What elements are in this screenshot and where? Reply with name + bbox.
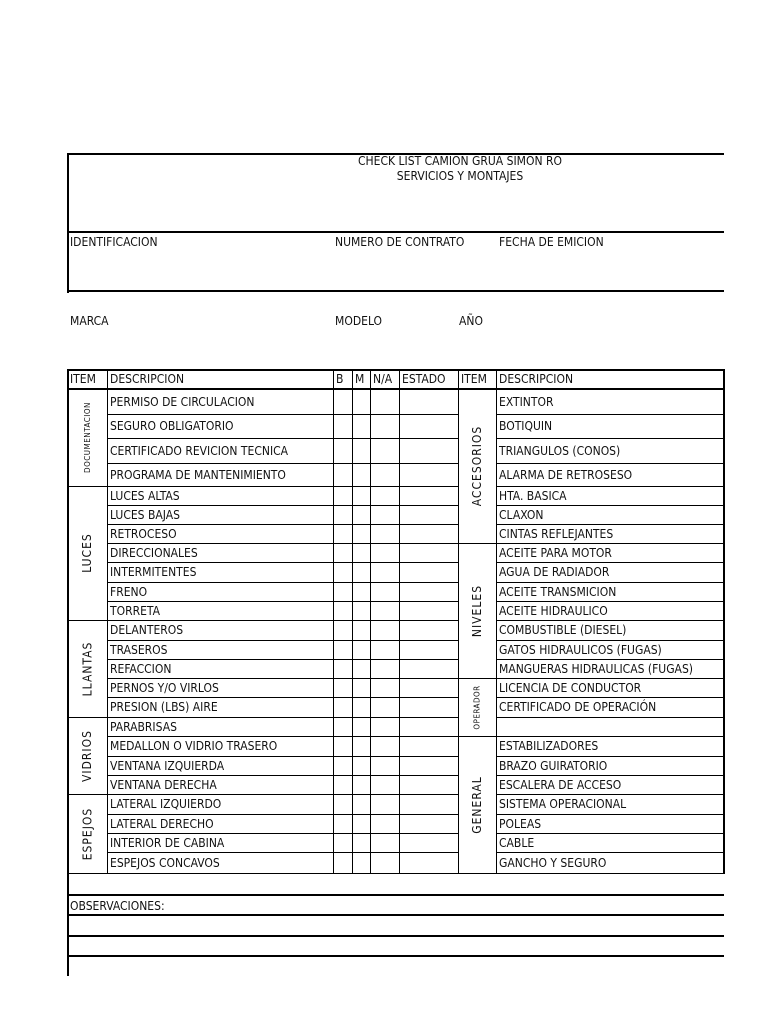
table-bottom-rule bbox=[67, 873, 724, 874]
label-modelo: MODELO bbox=[335, 314, 383, 328]
list-item: ESPEJOS CONCAVOS bbox=[110, 856, 220, 870]
left-row-rule bbox=[107, 505, 458, 506]
list-item: PARABRISAS bbox=[110, 720, 177, 734]
list-item: SISTEMA OPERACIONAL bbox=[499, 797, 627, 811]
label-identificacion: IDENTIFICACION bbox=[70, 235, 158, 249]
list-item: MANGUERAS HIDRAULICAS (FUGAS) bbox=[499, 662, 694, 676]
col-header-m: M bbox=[355, 372, 365, 386]
table-col-rule-b bbox=[333, 369, 334, 874]
list-item: PRESION (LBS) AIRE bbox=[110, 700, 218, 714]
table-col-rule-na bbox=[370, 369, 371, 874]
list-item: BOTIQUIN bbox=[499, 419, 553, 433]
observaciones-rule bbox=[67, 935, 724, 937]
list-item: LUCES ALTAS bbox=[110, 489, 180, 503]
list-item: PERNOS Y/O VIRLOS bbox=[110, 681, 219, 695]
table-col-rule-m bbox=[352, 369, 353, 874]
list-item: PERMISO DE CIRCULACION bbox=[110, 395, 255, 409]
table-col-rule-desc2 bbox=[496, 369, 497, 874]
left-row-rule bbox=[67, 717, 458, 718]
list-item: LUCES BAJAS bbox=[110, 508, 180, 522]
right-row-rule bbox=[496, 852, 724, 853]
group-cell-left bbox=[67, 717, 107, 794]
list-item: GANCHO Y SEGURO bbox=[499, 856, 607, 870]
list-item: CLAXON bbox=[499, 508, 544, 522]
label-marca: MARCA bbox=[70, 314, 109, 328]
list-item: TRASEROS bbox=[110, 643, 168, 657]
right-row-rule bbox=[496, 486, 724, 487]
right-row-rule bbox=[496, 659, 724, 660]
group-label: OPERADOR bbox=[472, 684, 482, 730]
group-label: VIDRIOS bbox=[80, 729, 95, 782]
left-row-rule bbox=[107, 524, 458, 525]
col-header-item: ITEM bbox=[70, 372, 96, 386]
left-row-rule bbox=[107, 697, 458, 698]
group-label: GENERAL bbox=[470, 775, 484, 834]
list-item: LICENCIA DE CONDUCTOR bbox=[499, 681, 642, 695]
right-row-rule bbox=[496, 697, 724, 698]
left-row-rule bbox=[107, 582, 458, 583]
right-row-rule bbox=[496, 505, 724, 506]
group-label: LUCES bbox=[79, 533, 94, 573]
left-row-rule bbox=[107, 852, 458, 853]
right-row-rule bbox=[496, 794, 724, 795]
list-item: CINTAS REFLEJANTES bbox=[499, 527, 614, 541]
left-row-rule bbox=[107, 463, 458, 464]
list-item: VENTANA DERECHA bbox=[110, 778, 217, 792]
left-row-rule bbox=[67, 486, 458, 487]
list-item: CERTIFICADO DE OPERACIÓN bbox=[499, 700, 657, 714]
left-row-rule bbox=[107, 640, 458, 641]
table-col-rule-desc bbox=[107, 369, 108, 874]
list-item: LATERAL DERECHO bbox=[110, 817, 214, 831]
list-item: ESTABILIZADORES bbox=[499, 739, 599, 753]
group-cell-right bbox=[458, 389, 496, 543]
col-header-estado: ESTADO bbox=[402, 372, 446, 386]
header-bottom-rule bbox=[67, 290, 724, 292]
right-row-rule bbox=[458, 678, 724, 679]
label-anio: AÑO bbox=[459, 314, 483, 328]
list-item: VENTANA IZQUIERDA bbox=[110, 759, 225, 773]
list-item: SEGURO OBLIGATORIO bbox=[110, 419, 234, 433]
list-item: INTERIOR DE CABINA bbox=[110, 836, 225, 850]
list-item: HTA. BASICA bbox=[499, 489, 567, 503]
label-fecha-emicion: FECHA DE EMICION bbox=[499, 235, 604, 249]
header-mid-rule bbox=[67, 231, 724, 233]
right-row-rule bbox=[496, 582, 724, 583]
group-label: LLANTAS bbox=[80, 641, 94, 696]
group-label: ACCESORIOS bbox=[470, 425, 484, 507]
observaciones-rule bbox=[67, 914, 724, 916]
list-item: DIRECCIONALES bbox=[110, 546, 198, 560]
left-row-rule bbox=[67, 620, 458, 621]
right-row-rule bbox=[458, 543, 724, 544]
col-header-descripcion-right: DESCRIPCION bbox=[499, 372, 574, 386]
list-item: MEDALLON O VIDRIO TRASERO bbox=[110, 739, 278, 753]
table-col-rule-estado bbox=[399, 369, 400, 874]
observaciones-rule bbox=[67, 955, 724, 957]
list-item: COMBUSTIBLE (DIESEL) bbox=[499, 623, 627, 637]
group-cell-left bbox=[67, 389, 107, 486]
col-header-item-right: ITEM bbox=[461, 372, 487, 386]
right-row-rule bbox=[496, 463, 724, 464]
right-row-rule bbox=[496, 717, 724, 718]
right-row-rule bbox=[496, 414, 724, 415]
left-row-rule bbox=[107, 543, 458, 544]
group-cell-left bbox=[67, 486, 107, 620]
left-row-rule bbox=[107, 601, 458, 602]
right-row-rule bbox=[496, 601, 724, 602]
right-row-rule bbox=[458, 389, 724, 390]
group-cell-right bbox=[458, 678, 496, 736]
list-item: ACEITE TRANSMICION bbox=[499, 585, 617, 599]
right-row-rule bbox=[496, 640, 724, 641]
list-item: ACEITE PARA MOTOR bbox=[499, 546, 612, 560]
group-cell-left bbox=[67, 620, 107, 717]
col-header-na: N/A bbox=[373, 372, 393, 386]
left-row-rule bbox=[107, 814, 458, 815]
list-item: CERTIFICADO REVICION TECNICA bbox=[110, 444, 289, 458]
list-item: CABLE bbox=[499, 836, 535, 850]
right-row-rule bbox=[496, 438, 724, 439]
left-row-rule bbox=[107, 736, 458, 737]
document-subtitle: SERVICIOS Y MONTAJES bbox=[396, 169, 524, 183]
left-row-rule bbox=[67, 389, 458, 390]
list-item: LATERAL IZQUIERDO bbox=[110, 797, 222, 811]
document-title: CHECK LIST CAMION GRUA SIMON RO bbox=[358, 154, 562, 168]
list-item: FRENO bbox=[110, 585, 148, 599]
observaciones-rule bbox=[67, 894, 724, 896]
list-item: PROGRAMA DE MANTENIMIENTO bbox=[110, 468, 286, 482]
left-row-rule bbox=[107, 659, 458, 660]
left-row-rule bbox=[107, 833, 458, 834]
list-item: TRIANGULOS (CONOS) bbox=[499, 444, 621, 458]
right-row-rule bbox=[496, 524, 724, 525]
label-numero-contrato: NUMERO DE CONTRATO bbox=[335, 235, 465, 249]
col-header-descripcion: DESCRIPCION bbox=[110, 372, 185, 386]
list-item: DELANTEROS bbox=[110, 623, 184, 637]
list-item: TORRETA bbox=[110, 604, 160, 618]
list-item: GATOS HIDRAULICOS (FUGAS) bbox=[499, 643, 662, 657]
group-label: DOCUMENTACION bbox=[82, 402, 92, 473]
left-row-rule bbox=[107, 438, 458, 439]
right-row-rule bbox=[496, 833, 724, 834]
left-row-rule bbox=[107, 562, 458, 563]
left-row-rule bbox=[107, 678, 458, 679]
left-row-rule bbox=[67, 794, 458, 795]
label-observaciones: OBSERVACIONES: bbox=[70, 899, 165, 913]
list-item: RETROCESO bbox=[110, 527, 177, 541]
right-row-rule bbox=[496, 562, 724, 563]
left-row-rule bbox=[107, 756, 458, 757]
list-item: REFACCION bbox=[110, 662, 172, 676]
table-col-rule-right bbox=[723, 369, 725, 874]
header-left-rule bbox=[67, 153, 69, 293]
right-row-rule bbox=[458, 736, 724, 737]
footer-left-rule bbox=[67, 873, 69, 976]
list-item: ESCALERA DE ACCESO bbox=[499, 778, 622, 792]
right-row-rule bbox=[496, 756, 724, 757]
right-row-rule bbox=[496, 814, 724, 815]
group-label: NIVELES bbox=[470, 584, 484, 637]
list-item: AGUA DE RADIADOR bbox=[499, 565, 610, 579]
list-item: EXTINTOR bbox=[499, 395, 554, 409]
right-row-rule bbox=[496, 775, 724, 776]
list-item: INTERMITENTES bbox=[110, 565, 197, 579]
group-label: ESPEJOS bbox=[80, 807, 95, 860]
group-cell-left bbox=[67, 794, 107, 873]
left-row-rule bbox=[107, 775, 458, 776]
col-header-b: B bbox=[336, 372, 344, 386]
group-cell-right bbox=[458, 736, 496, 873]
list-item: ALARMA DE RETROSESO bbox=[499, 468, 633, 482]
left-row-rule bbox=[107, 414, 458, 415]
table-top-rule bbox=[67, 369, 724, 371]
list-item: ACEITE HIDRAULICO bbox=[499, 604, 608, 618]
right-row-rule bbox=[496, 620, 724, 621]
list-item: BRAZO GUIRATORIO bbox=[499, 759, 608, 773]
group-cell-right bbox=[458, 543, 496, 678]
list-item: POLEAS bbox=[499, 817, 542, 831]
